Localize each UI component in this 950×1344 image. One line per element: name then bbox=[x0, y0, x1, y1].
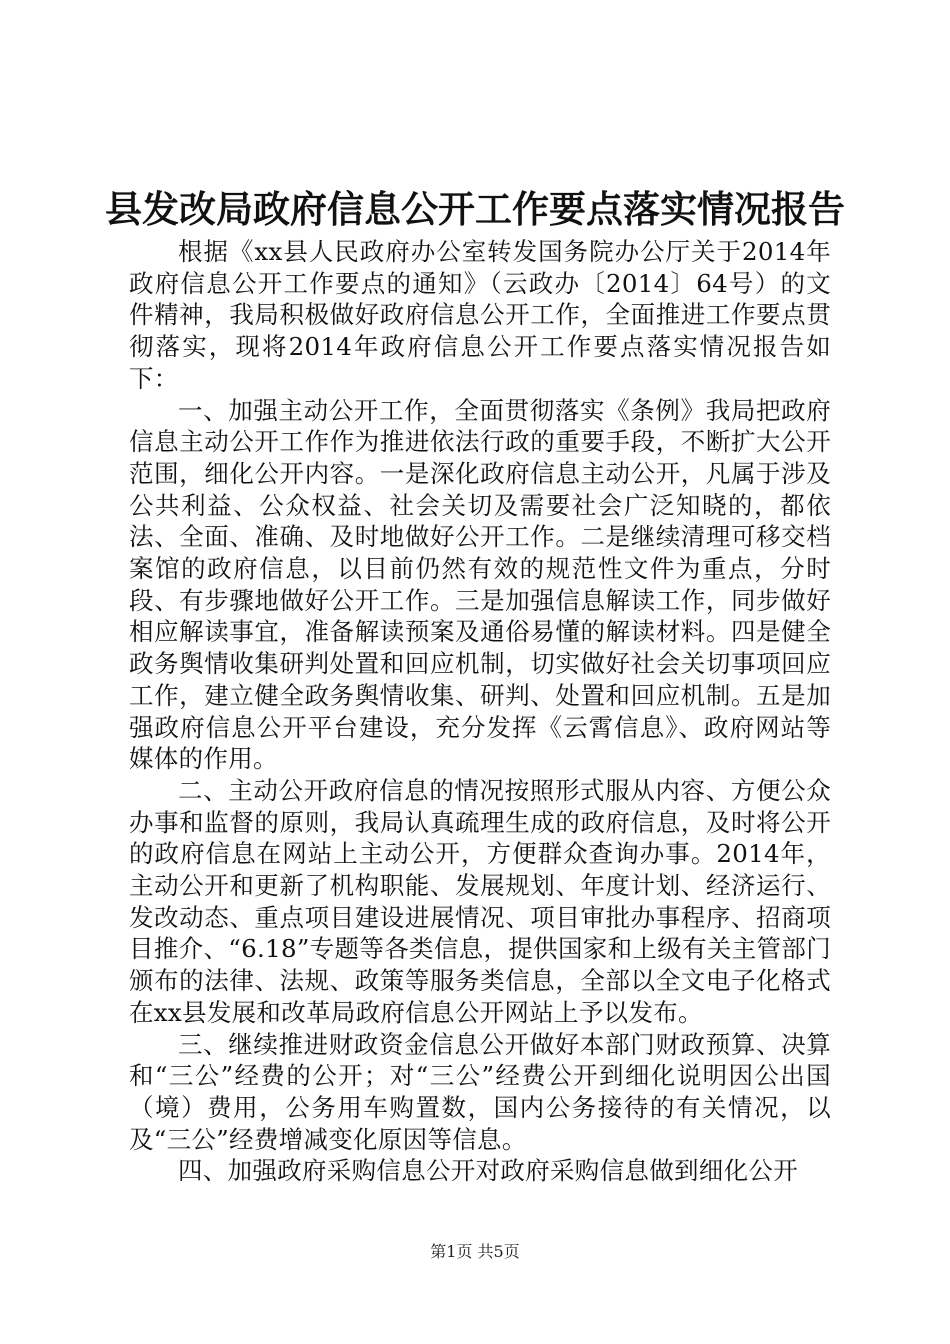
paragraph-section-1: 一、加强主动公开工作，全面贯彻落实《条例》我局把政府信息主动公开工作作为推进依法行政的重要手段，不断扩大公开范围，细化公开内容。一是深化政府信息主动公开，凡属于涉及公共利益、公众权益、社会关切及需要社会广泛知晓的，都依法、全面、准确、及时地做好公开工作。二是继续清理可移交档案馆的政府信息，以目前仍然有效的规范性文件为重点，分时段、有步骤地做好公开工作。三是加强信息解读工作，同步做好相应解读事宜，准备解读预案及通俗易懂的解读材料。四是健全政务舆情收集研判处置和回应机制，切实做好社会关切事项回应工作，建立健全政务舆情收集、研判、处置和回应机制。五是加强政府信息公开平台建设，充分发挥《云霄信息》、政府网站等媒体的作用。 bbox=[129, 395, 831, 774]
document-title: 县发改局政府信息公开工作要点落实情况报告 bbox=[105, 187, 845, 231]
paragraph-intro: 根据《xx县人民政府办公室转发国务院办公厅关于2014年政府信息公开工作要点的通知》（云政办〔2014〕64号）的文件精神，我局积极做好政府信息公开工作，全面推进工作要点贯彻落实，现将2014年政府信息公开工作要点落实情况报告如下： bbox=[129, 237, 831, 393]
paragraph-section-3: 三、继续推进财政资金信息公开做好本部门财政预算、决算和“三公”经费的公开；对“三公”经费公开到细化说明因公出国（境）费用，公务用车购置数，国内公务接待的有关情况，以及“三公”经费增减变化原因等信息。 bbox=[129, 1029, 831, 1154]
paragraph-section-2: 二、主动公开政府信息的情况按照形式服从内容、方便公众办事和监督的原则，我局认真疏理生成的政府信息，及时将公开的政府信息在网站上主动公开，方便群众查询办事。2014年，主动公开和更新了机构职能、发展规划、年度计划、经济运行、发改动态、重点项目建设进展情况、项目审批办事程序、招商项目推介、“6.18”专题等各类信息，提供国家和上级有关主管部门颁布的法律、法规、政策等服务类信息，全部以全文电子化格式在xx县发展和改革局政府信息公开网站上予以发布。 bbox=[129, 775, 831, 1027]
page-footer: 第1页 共5页 bbox=[430, 1242, 520, 1261]
document-body bbox=[129, 236, 831, 1187]
paragraph-section-4: 四、加强政府采购信息公开对政府采购信息做到细化公开 bbox=[178, 1156, 798, 1186]
